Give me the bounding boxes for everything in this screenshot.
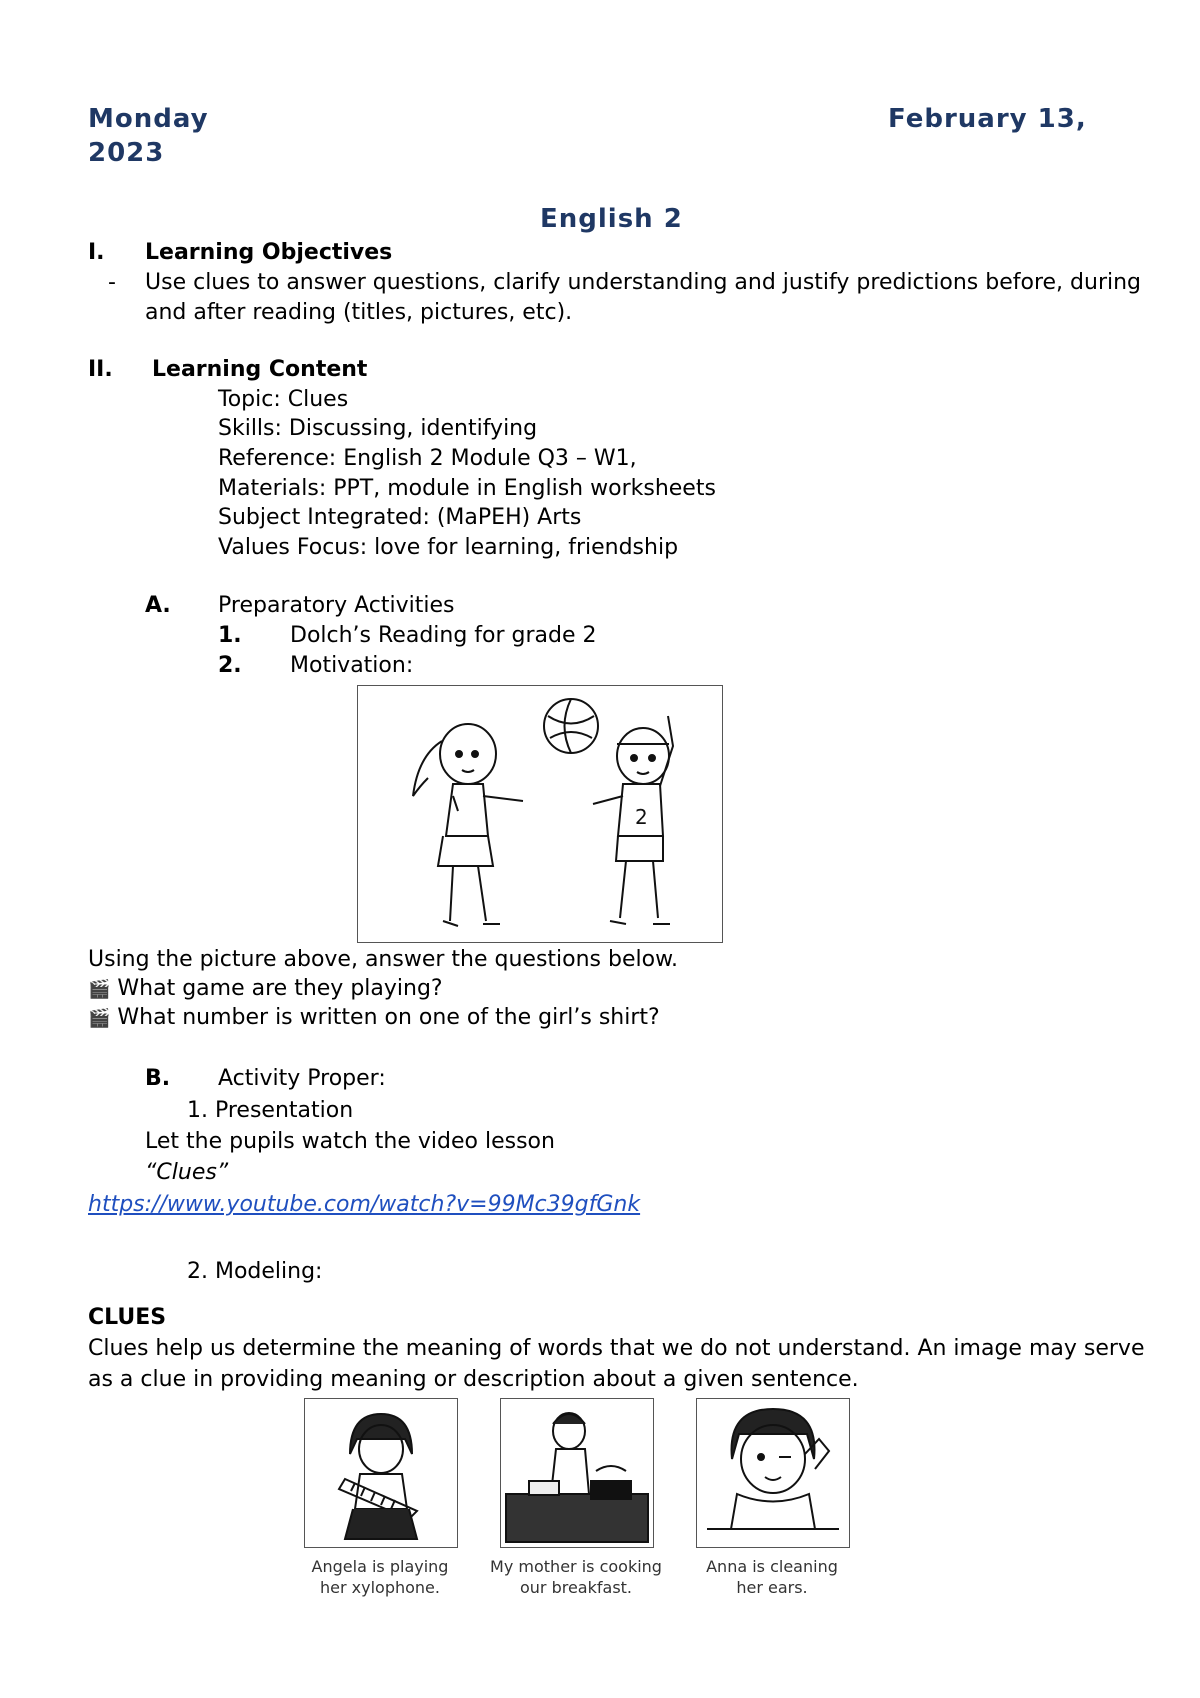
volleyball-girls-drawing: [358, 686, 722, 942]
question-text: What number is written on one of the girl’s shirt?: [117, 1005, 660, 1030]
question-item: [88, 1003, 660, 1034]
list-number: 1.: [218, 623, 242, 648]
objective-line: Use clues to answer questions, clarify understanding and justify predictions before, during: [145, 270, 1142, 295]
mother-cooking-drawing: [501, 1399, 653, 1547]
year-label: 2023: [88, 138, 165, 168]
content-skills: Skills: Discussing, identifying: [218, 416, 538, 441]
list-item: Motivation:: [290, 653, 414, 678]
video-link[interactable]: https://www.youtube.com/watch?v=99Mc39gfGnk: [88, 1192, 641, 1217]
content-topic: Topic: Clues: [218, 387, 349, 412]
subsection-title: Activity Proper:: [218, 1066, 386, 1091]
content-reference: Reference: English 2 Module Q3 – W1,: [218, 446, 637, 471]
caption-line: Angela is playing: [311, 1557, 449, 1576]
caption-cleaning-ears: [682, 1556, 862, 1598]
clues-paragraph-line: Clues help us determine the meaning of words that we do not understand. An image may serve: [88, 1336, 1145, 1361]
caption-cooking: [486, 1556, 666, 1598]
example-image-xylophone: [304, 1398, 458, 1548]
date-label: February 13,: [888, 104, 1087, 134]
watch-instruction: Let the pupils watch the video lesson: [145, 1129, 555, 1154]
girl-xylophone-drawing: [305, 1399, 457, 1547]
question-item: [88, 974, 443, 1005]
example-image-cooking: [500, 1398, 654, 1548]
motivation-illustration: [357, 685, 723, 943]
volleyball: [544, 699, 598, 753]
caption-line: her xylophone.: [320, 1578, 440, 1597]
presentation-label: 1. Presentation: [187, 1098, 354, 1123]
clapperboard-icon: 🎬: [88, 979, 111, 1000]
caption-line: My mother is cooking: [490, 1557, 662, 1576]
section-number: II.: [88, 357, 113, 382]
caption-line: Anna is cleaning: [706, 1557, 838, 1576]
video-title: “Clues”: [145, 1160, 229, 1185]
caption-xylophone: [290, 1556, 470, 1598]
clues-paragraph-line: as a clue in providing meaning or description about a given sentence.: [88, 1367, 859, 1392]
subsection-letter: B.: [145, 1066, 171, 1091]
day-label: Monday: [88, 104, 209, 134]
caption-line: her ears.: [736, 1578, 808, 1597]
objective-line: and after reading (titles, pictures, etc).: [145, 300, 573, 325]
shirt-number: 2: [635, 805, 648, 829]
subsection-title: Preparatory Activities: [218, 593, 455, 618]
list-number: 2.: [218, 653, 242, 678]
questions-intro: Using the picture above, answer the questions below.: [88, 947, 679, 972]
clues-heading: CLUES: [88, 1305, 167, 1330]
content-materials: Materials: PPT, module in English worksheets: [218, 476, 716, 501]
example-image-cleaning-ears: [696, 1398, 850, 1548]
subject-title: English 2: [540, 204, 683, 234]
content-values: Values Focus: love for learning, friendship: [218, 535, 679, 560]
section-title-objectives: Learning Objectives: [145, 240, 393, 265]
question-text: What game are they playing?: [117, 976, 443, 1001]
bullet-dash: -: [108, 270, 116, 295]
clapperboard-icon: 🎬: [88, 1008, 111, 1029]
modeling-label: 2. Modeling:: [187, 1259, 323, 1284]
section-title-content: Learning Content: [152, 357, 368, 382]
caption-line: our breakfast.: [519, 1578, 633, 1597]
list-item: Dolch’s Reading for grade 2: [290, 623, 597, 648]
girl-cleaning-ears-drawing: [697, 1399, 849, 1547]
section-number: I.: [88, 240, 105, 265]
content-subject: Subject Integrated: (MaPEH) Arts: [218, 505, 582, 530]
subsection-letter: A.: [145, 593, 171, 618]
